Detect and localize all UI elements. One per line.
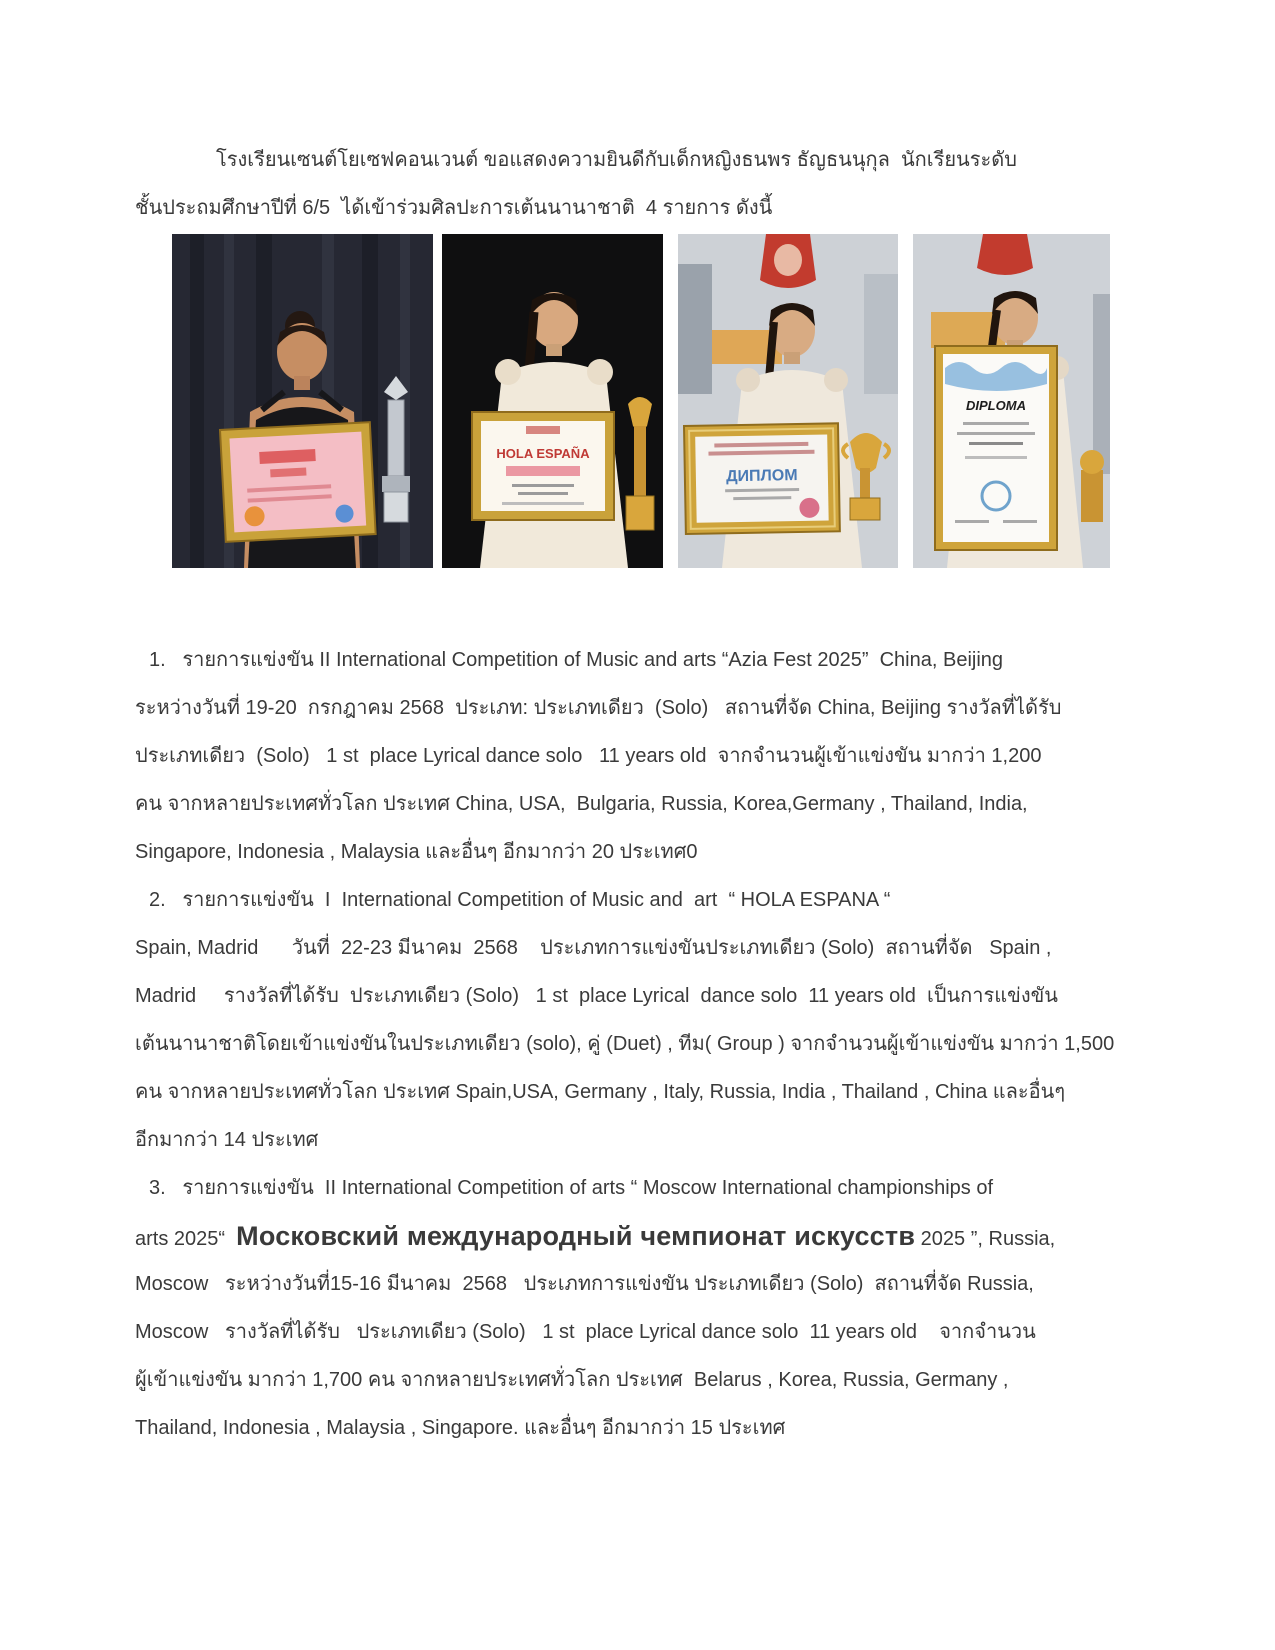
- photo-moscow-diplom-art: [678, 234, 898, 568]
- certificate: [935, 346, 1057, 550]
- certificate: [684, 423, 840, 534]
- photo-hola-espana-art: [442, 234, 663, 568]
- certificate-title: ДИПЛОМ: [726, 467, 798, 486]
- item2-line: เต้นนานาชาติโดยเข้าแข่งขันในประเภทเดียว (solo), คู่ (Duet) , ทีม( Group ) จากจำนวนผู้เข้าแข่งขัน มากว่า 1,500: [135, 1033, 1115, 1055]
- item2-line: Spain, Madrid วันที่ 22-23 มีนาคม 2568 ประเภทการแข่งขันประเภทเดียว (Solo) สถานที่จัด Spain ,: [135, 937, 1052, 959]
- item1-line: คน จากหลายประเทศทั่วโลก ประเทศ China, USA, Bulgaria, Russia, Korea,Germany , Thailand, India,: [135, 793, 1028, 815]
- certificate: [220, 422, 376, 542]
- photo-hola-espana: [442, 234, 663, 568]
- trophy-base: [626, 496, 654, 530]
- item1-line: 1. รายการแข่งขัน II International Competition of Music and arts “Azia Fest 2025” China, Beijing: [149, 649, 1004, 671]
- wall-panel: [1093, 294, 1110, 474]
- red-poster: [977, 234, 1033, 275]
- ru-title: Московский международный чемпионат искусств: [236, 1221, 916, 1251]
- item2-line: คน จากหลายประเทศทั่วโลก ประเทศ Spain,USA, Germany , Italy, Russia, India , Thailand , China และอื่นๆ: [135, 1081, 1066, 1103]
- certificate-title: HOLA ESPAÑA: [496, 446, 590, 461]
- item3-russian-line: [135, 1212, 1180, 1260]
- photo-moscow-diplom: [678, 234, 898, 568]
- certificate-title: DIPLOMA: [966, 398, 1026, 413]
- ru-prefix: arts 2025“: [135, 1228, 237, 1250]
- item2-line: อีกมากว่า 14 ประเทศ: [135, 1129, 319, 1151]
- matryoshka-poster: [760, 234, 816, 288]
- intro-paragraph: [135, 136, 1175, 232]
- item3-line: Thailand, Indonesia , Malaysia , Singapore. และอื่นๆ อีกมากว่า 15 ประเทศ: [135, 1417, 786, 1439]
- item3-line: 3. รายการแข่งขัน II International Competition of arts “ Moscow International championships of: [149, 1177, 994, 1199]
- certificate: [472, 412, 614, 520]
- item1-line: Singapore, Indonesia , Malaysia และอื่นๆ อีกมากว่า 20 ประเทศ0: [135, 841, 698, 863]
- ruffle-right: [587, 359, 613, 385]
- framed-poster-right: [864, 274, 898, 394]
- intro-line-1: โรงเรียนเซนต์โยเซฟคอนเวนต์ ขอแสดงความยินดีกับเด็กหญิงธนพร ธัญธนนุกุล นักเรียนระดับ: [216, 149, 1017, 171]
- item3-line: Moscow ระหว่างวันที่15-16 มีนาคม 2568 ประเภทการแข่งขัน ประเภทเดียว (Solo) สถานที่จัด Russia,: [135, 1273, 1034, 1295]
- item1-line: ประเภทเดียว (Solo) 1 st place Lyrical dance solo 11 years old จากจำนวนผู้เข้าแข่งขัน มากว่า 1,200: [135, 745, 1042, 767]
- photo-azia-fest-art: [172, 234, 433, 568]
- trophy-plate: [384, 492, 408, 522]
- item3-line: Moscow รางวัลที่ได้รับ ประเภทเดียว (Solo) 1 st place Lyrical dance solo 11 years old จากจำนวน: [135, 1321, 1036, 1343]
- intro-line-2: ชั้นประถมศึกษาปีที่ 6/5 ได้เข้าร่วมศิลปะการเต้นนานาชาติ 4 รายการ ดังนี้: [135, 197, 773, 219]
- framed-poster-left: [678, 264, 712, 394]
- competition-list: [135, 636, 1180, 1452]
- photo-diploma-art: [913, 234, 1110, 568]
- ru-suffix: 2025 ”, Russia,: [915, 1228, 1056, 1250]
- gold-trophy: [1080, 450, 1104, 522]
- item2-line: 2. รายการแข่งขัน I International Competition of Music and art “ HOLA ESPANA “: [149, 889, 891, 911]
- item2-line: Madrid รางวัลที่ได้รับ ประเภทเดียว (Solo) 1 st place Lyrical dance solo 11 years old เป็นการแข่งขัน: [135, 985, 1058, 1007]
- photo-azia-fest: [172, 234, 433, 568]
- ruffle-left: [495, 359, 521, 385]
- photo-diploma: [913, 234, 1110, 568]
- crest: [526, 426, 560, 434]
- item3-line: ผู้เข้าแข่งขัน มากว่า 1,700 คน จากหลายประเทศทั่วโลก ประเทศ Belarus , Korea, Russia, Germany ,: [135, 1369, 1009, 1391]
- item1-line: ระหว่างวันที่ 19-20 กรกฎาคม 2568 ประเภท: ประเภทเดียว (Solo) สถานที่จัด China, Beijing รางวัลที่ได้รับ: [135, 697, 1062, 719]
- photo-row: [172, 234, 1110, 568]
